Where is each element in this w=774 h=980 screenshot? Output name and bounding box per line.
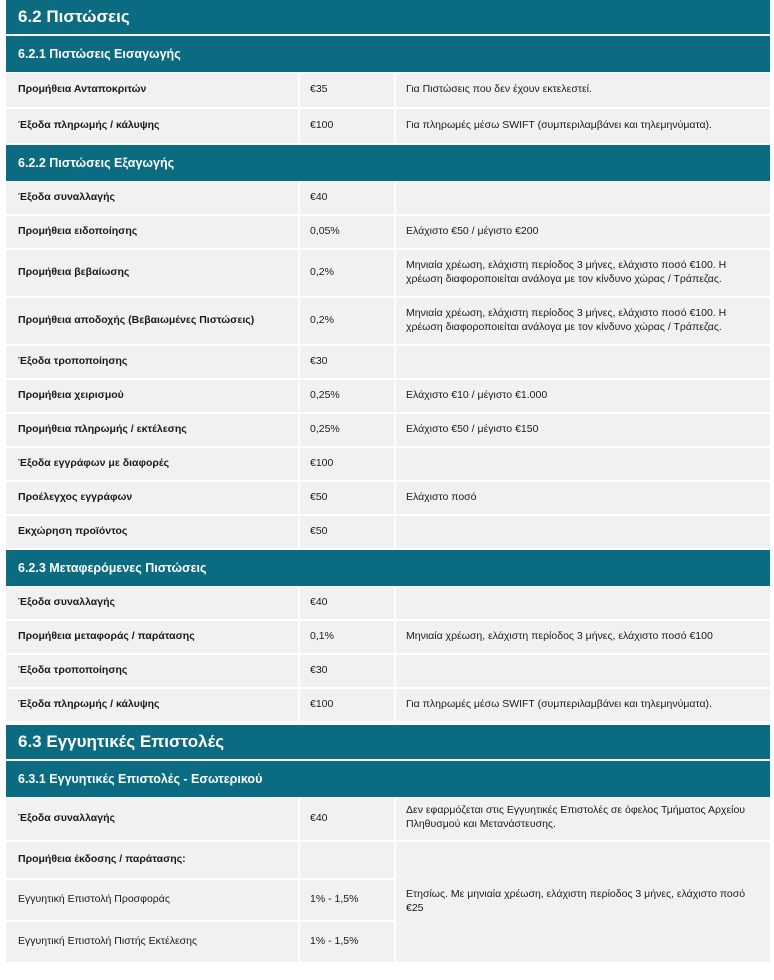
subsection-header-6-2-3: 6.2.3 Μεταφερόμενες Πιστώσεις bbox=[6, 550, 770, 587]
fee-note: Για Πιστώσεις που δεν έχουν εκτελεστεί. bbox=[396, 73, 770, 107]
fee-amount: €50 bbox=[300, 516, 394, 548]
fee-amount: 0,05% bbox=[300, 216, 394, 248]
fee-table-export-credits bbox=[6, 182, 770, 550]
section-header-6-3: 6.3 Εγγυητικές Επιστολές bbox=[6, 725, 770, 761]
fee-name: Έξοδα τροποποίησης bbox=[6, 346, 298, 378]
fee-note bbox=[396, 516, 770, 548]
fee-note: Ελάχιστο ποσό bbox=[396, 482, 770, 514]
fee-note: Ελάχιστο €50 / μέγιστο €200 bbox=[396, 216, 770, 248]
fee-note: Μηνιαία χρέωση, ελάχιστη περίοδος 3 μήνες, ελάχιστο ποσό €100. Η χρέωση διαφοροποιείται ανάλογα με τον κίνδυνο χώρας / Τράπεζας. bbox=[396, 250, 770, 296]
fee-amount: 0,2% bbox=[300, 250, 394, 296]
fee-name: Προμήθεια ειδοποίησης bbox=[6, 216, 298, 248]
fee-name: Έξοδα συναλλαγής bbox=[6, 182, 298, 214]
fee-amount: 1% - 1,5% bbox=[300, 880, 394, 920]
fee-name: Έξοδα εγγράφων με διαφορές bbox=[6, 448, 298, 480]
fee-name: Έξοδα συναλλαγής bbox=[6, 587, 298, 619]
fee-amount: 0,25% bbox=[300, 380, 394, 412]
fee-table-transferable-credits bbox=[6, 587, 770, 723]
fee-note: Ελάχιστο €50 / μέγιστο €150 bbox=[396, 414, 770, 446]
issuance-fee-note: Ετησίως. Με μηνιαία χρέωση, ελάχιστη περίοδος 3 μήνες, ελάχιστο ποσό €25 bbox=[396, 842, 770, 962]
issuance-fee-label: Προμήθεια έκδοσης / παράτασης: bbox=[6, 842, 298, 878]
fee-note bbox=[396, 587, 770, 619]
fee-note: Για πληρωμές μέσω SWIFT (συμπεριλαμβάνει και τηλεμηνύματα). bbox=[396, 109, 770, 143]
fee-amount: €35 bbox=[300, 73, 394, 107]
fee-amount: €40 bbox=[300, 587, 394, 619]
fee-amount-empty bbox=[300, 842, 394, 878]
fee-name: Προμήθεια Ανταποκριτών bbox=[6, 73, 298, 107]
fee-name: Εγγυητική Επιστολή Πιστής Εκτέλεσης bbox=[6, 922, 298, 962]
fee-amount: 0,1% bbox=[300, 621, 394, 653]
fee-note bbox=[396, 346, 770, 378]
fee-amount: 0,25% bbox=[300, 414, 394, 446]
fee-amount: €30 bbox=[300, 346, 394, 378]
fee-name: Έξοδα πληρωμής / κάλυψης bbox=[6, 689, 298, 721]
fee-name: Προμήθεια αποδοχής (Βεβαιωμένες Πιστώσεις) bbox=[6, 298, 298, 344]
fee-table-domestic-guarantees bbox=[6, 798, 770, 964]
fee-note bbox=[396, 182, 770, 214]
fee-name: Προμήθεια μεταφοράς / παράτασης bbox=[6, 621, 298, 653]
fee-name: Έξοδα τροποποίησης bbox=[6, 655, 298, 687]
fee-name: Προέλεγχος εγγράφων bbox=[6, 482, 298, 514]
fee-amount: €40 bbox=[300, 798, 394, 840]
fee-note: Δεν εφαρμόζεται στις Εγγυητικές Επιστολές σε όφελος Τμήματος Αρχείου Πληθυσμού και Μετανάστευσης. bbox=[396, 798, 770, 840]
fee-name: Προμήθεια χειρισμού bbox=[6, 380, 298, 412]
fee-name: Προμήθεια πληρωμής / εκτέλεσης bbox=[6, 414, 298, 446]
fee-note: Μηνιαία χρέωση, ελάχιστη περίοδος 3 μήνες, ελάχιστο ποσό €100. Η χρέωση διαφοροποιείται ανάλογα με τον κίνδυνο χώρας / Τράπεζας. bbox=[396, 298, 770, 344]
fee-amount: €30 bbox=[300, 655, 394, 687]
fee-name: Έξοδα συναλλαγής bbox=[6, 798, 298, 840]
fee-note bbox=[396, 655, 770, 687]
fee-amount: 0,2% bbox=[300, 298, 394, 344]
fee-note: Ελάχιστο €10 / μέγιστο €1.000 bbox=[396, 380, 770, 412]
fee-name: Εκχώρηση προϊόντος bbox=[6, 516, 298, 548]
fee-amount: €100 bbox=[300, 689, 394, 721]
fee-amount: €40 bbox=[300, 182, 394, 214]
fee-name: Προμήθεια βεβαίωσης bbox=[6, 250, 298, 296]
fee-name: Εγγυητική Επιστολή Προσφοράς bbox=[6, 880, 298, 920]
fee-amount: €50 bbox=[300, 482, 394, 514]
fee-amount: €100 bbox=[300, 109, 394, 143]
fee-note: Για πληρωμές μέσω SWIFT (συμπεριλαμβάνει και τηλεμηνύματα). bbox=[396, 689, 770, 721]
subsection-header-6-2-1: 6.2.1 Πιστώσεις Εισαγωγής bbox=[6, 36, 770, 73]
fee-note bbox=[396, 448, 770, 480]
fee-note: Μηνιαία χρέωση, ελάχιστη περίοδος 3 μήνες, ελάχιστο ποσό €100 bbox=[396, 621, 770, 653]
section-header-6-2: 6.2 Πιστώσεις bbox=[6, 0, 770, 36]
fee-amount: €100 bbox=[300, 448, 394, 480]
subsection-header-6-3-1: 6.3.1 Εγγυητικές Επιστολές - Εσωτερικού bbox=[6, 761, 770, 798]
fee-amount: 1% - 1,5% bbox=[300, 922, 394, 962]
subsection-header-6-2-2: 6.2.2 Πιστώσεις Εξαγωγής bbox=[6, 145, 770, 182]
fee-table-import-credits bbox=[6, 73, 770, 145]
fee-name: Έξοδα πληρωμής / κάλυψης bbox=[6, 109, 298, 143]
